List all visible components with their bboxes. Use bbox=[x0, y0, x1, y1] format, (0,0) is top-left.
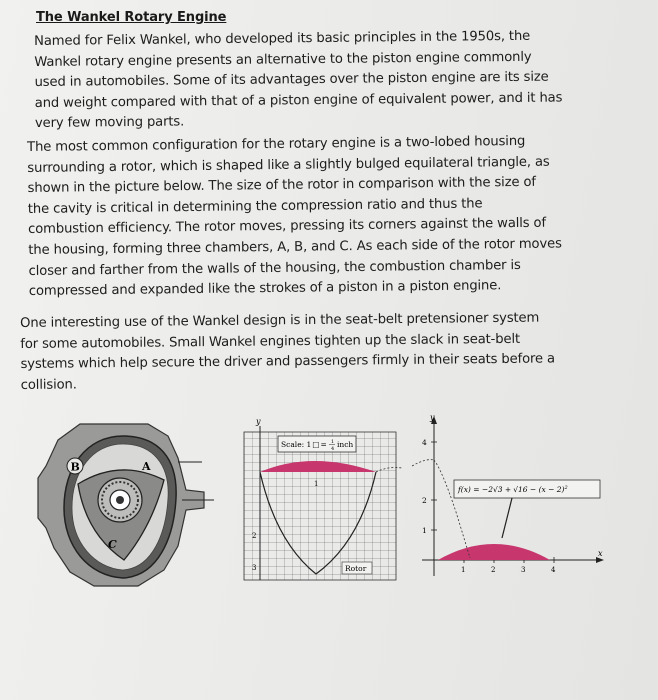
label-pointer-line bbox=[502, 498, 512, 538]
text-line: compressed and expanded like the strokes of a piston in a piston engine. bbox=[28, 278, 502, 300]
chamber-label-a: A bbox=[142, 460, 151, 473]
scale-label: Scale: 1□= bbox=[281, 440, 327, 449]
x-tick-2: 2 bbox=[491, 566, 496, 574]
paragraph-2 bbox=[27, 131, 629, 303]
wankel-engine-figure bbox=[28, 418, 218, 590]
function-label: $f(x) = -2√3 + √16 - (x - 2)^2$ bbox=[458, 485, 568, 494]
text-line: surrounding a rotor, which is shaped like a slightly bulged equilateral triangle, as bbox=[27, 154, 550, 176]
y-tick-2: 2 bbox=[422, 496, 427, 505]
x-tick-4: 4 bbox=[551, 566, 556, 574]
text-line: the housing, forming three chambers, A, B, and C. As each side of the rotor moves bbox=[28, 236, 562, 258]
y-tick-1: 1 bbox=[422, 526, 427, 535]
chamber-label-b: B bbox=[70, 460, 80, 474]
x-tick-3: 3 bbox=[521, 566, 526, 574]
text-line: Wankel rotary engine presents an alternative to the piston engine commonly bbox=[34, 49, 532, 70]
text-line: and weight compared with that of a piston engine of equivalent power, and it has bbox=[34, 90, 563, 111]
dashed-rotor-curve bbox=[434, 460, 470, 558]
text-line: for some automobiles. Small Wankel engines tighten up the slack in seat-belt bbox=[20, 331, 521, 352]
paragraph-1 bbox=[34, 26, 635, 135]
grid-tick-3: 3 bbox=[252, 564, 257, 572]
scale-fraction-den: 4 bbox=[331, 446, 335, 452]
y-tick-4: 4 bbox=[422, 438, 427, 447]
text-line: One interesting use of the Wankel design is in the seat-belt pretensioner system bbox=[20, 310, 540, 331]
chamber-label-c: C bbox=[108, 538, 117, 551]
text-line: systems which help secure the driver and passengers firmly in their seats before a bbox=[20, 351, 555, 373]
text-line: used in automobiles. Some of its advantages over the piston engine are its size bbox=[34, 69, 549, 91]
rotor-grid-figure bbox=[236, 414, 406, 586]
x-tick-1: 1 bbox=[461, 566, 466, 574]
grid-y-axis-label: y bbox=[256, 417, 261, 426]
text-line: shown in the picture below. The size of the rotor in comparison with the size of bbox=[27, 174, 536, 197]
grid-area bbox=[244, 432, 396, 580]
text-line: the cavity is critical in determining the compression ratio and thus the bbox=[27, 196, 483, 217]
rotor-label: Rotor bbox=[345, 564, 367, 573]
scale-unit: inch bbox=[337, 440, 354, 449]
scale-fraction-num: 1 bbox=[331, 439, 335, 445]
grid-tick-2: 2 bbox=[252, 532, 257, 540]
grid-tick-1: 1 bbox=[314, 480, 319, 488]
document-title: The Wankel Rotary Engine bbox=[36, 10, 227, 25]
text-line: very few moving parts. bbox=[34, 114, 185, 132]
graph-x-axis-label: x bbox=[598, 549, 603, 558]
graph-y-axis-label: y bbox=[430, 413, 435, 422]
shaft-center bbox=[116, 496, 124, 504]
text-line: closer and farther from the walls of the housing, the combustion chamber is bbox=[28, 257, 521, 279]
function-graph-figure bbox=[412, 410, 608, 590]
dashed-leader bbox=[412, 460, 434, 466]
text-line: The most common configuration for the rotary engine is a two-lobed housing bbox=[27, 133, 526, 155]
text-line: Named for Felix Wankel, who developed its basic principles in the 1950s, the bbox=[34, 28, 531, 49]
text-line: collision. bbox=[20, 377, 77, 393]
function-area-shape bbox=[438, 544, 550, 560]
paragraph-3 bbox=[20, 308, 631, 397]
text-line: combustion efficiency. The rotor moves, pressing its corners against the walls of bbox=[28, 216, 547, 238]
